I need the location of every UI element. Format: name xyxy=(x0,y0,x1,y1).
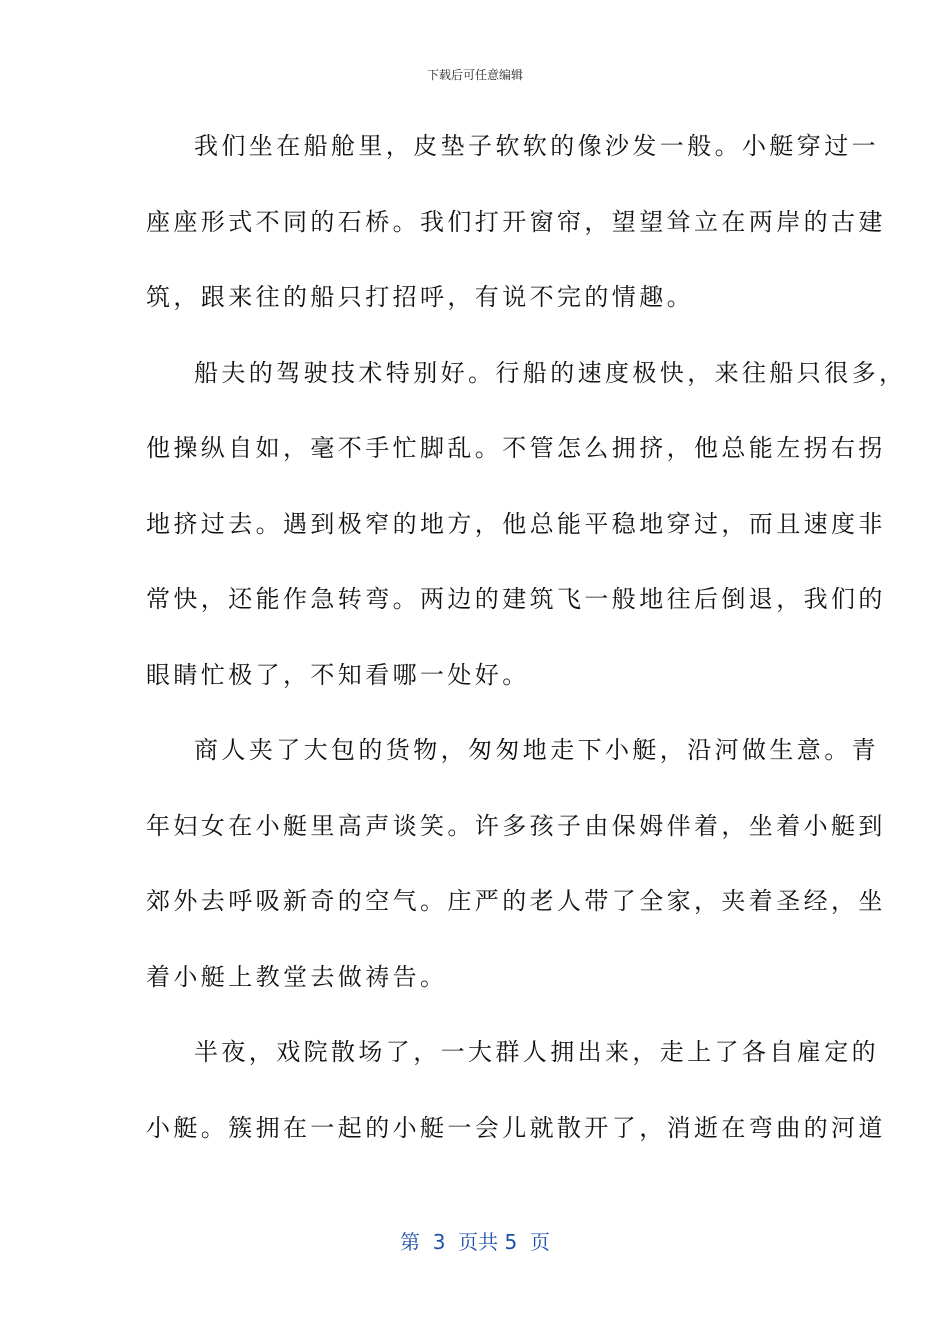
paragraph-1-line-1: 我们坐在船舱里，皮垫子软软的像沙发一般。小艇穿过一 xyxy=(194,132,879,160)
paragraph-1-line-2: 座座形式不同的石桥。我们打开窗帘，望望耸立在两岸的古建 xyxy=(146,207,886,236)
document-body xyxy=(146,124,907,1181)
paragraph-2-line-2: 他操纵自如，毫不手忙脚乱。不管怎么拥挤，他总能左拐右拐 xyxy=(146,434,886,462)
paragraph-3-line-2: 年妇女在小艇里高声谈笑。许多孩子由保姆伴着，坐着小艇到 xyxy=(146,811,886,840)
paragraph-3-line-3: 郊外去呼吸新奇的空气。庄严的老人带了全家，夹着圣经，坐 xyxy=(146,887,886,915)
paragraph-2-line-5: 眼睛忙极了，不知看哪一处好。 xyxy=(146,660,530,689)
paragraph-2-line-1: 船夫的驾驶技术特别好。行船的速度极快，来往船只很多， xyxy=(194,358,907,387)
header-note: 下载后可任意编辑 xyxy=(426,68,523,82)
page-number-footer: 第 3 页共 5 页 xyxy=(400,1230,550,1254)
paragraph-4-line-2: 小艇。簇拥在一起的小艇一会儿就散开了，消逝在弯曲的河道 xyxy=(146,1113,886,1142)
paragraph-2-line-3: 地挤过去。遇到极窄的地方，他总能平稳地穿过，而且速度非 xyxy=(146,509,886,538)
paragraph-3-line-1: 商人夹了大包的货物，匆匆地走下小艇，沿河做生意。青 xyxy=(194,736,879,764)
paragraph-1-line-3: 筑，跟来往的船只打招呼，有说不完的情趣。 xyxy=(146,283,694,311)
paragraph-4-line-1: 半夜，戏院散场了，一大群人拥出来，走上了各自雇定的 xyxy=(194,1038,879,1066)
paragraph-2-line-4: 常快，还能作急转弯。两边的建筑飞一般地往后倒退，我们的 xyxy=(146,585,886,613)
paragraph-3-line-4: 着小艇上教堂去做祷告。 xyxy=(146,962,448,991)
